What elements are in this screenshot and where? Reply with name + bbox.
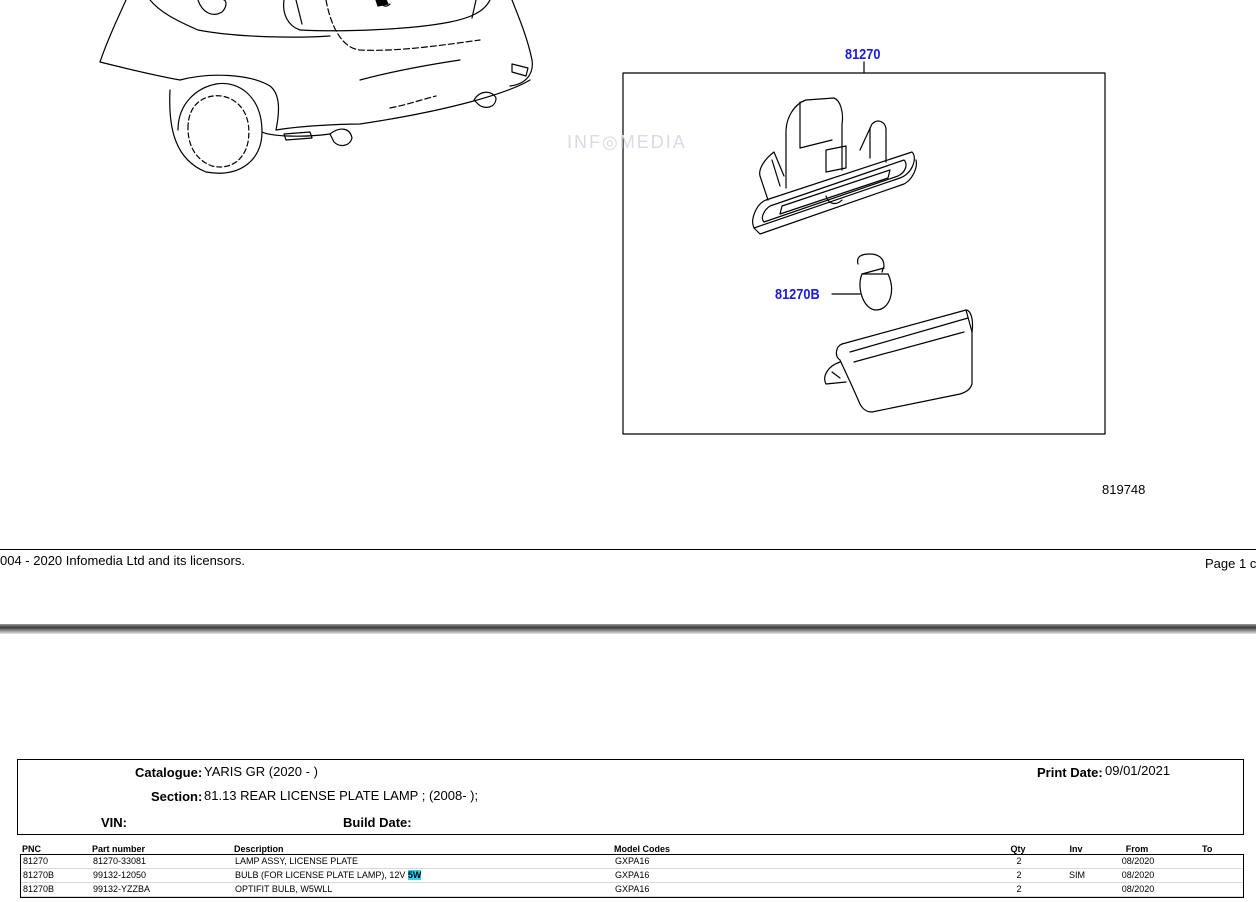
cell-part-number[interactable]: 99132-YZZBA	[93, 884, 151, 894]
print-date-value: 09/01/2021	[1105, 763, 1171, 778]
diagram-number: 819748	[1102, 482, 1146, 497]
section-value: 81.13 REAR LICENSE PLATE LAMP ; (2008- );	[204, 788, 479, 803]
col-qty: Qty	[1010, 844, 1026, 854]
cell-description: OPTIFIT BULB, W5WLL	[235, 884, 333, 894]
parts-table	[20, 843, 1244, 898]
cell-from: 08/2020	[1121, 870, 1155, 880]
cell-description	[235, 869, 421, 881]
lamp-housing-illustration	[753, 98, 917, 234]
cell-pnc: 81270B	[23, 884, 55, 894]
parts-table-body	[20, 855, 1244, 898]
lamp-detail-box	[623, 73, 1105, 434]
col-part-number: Part number	[92, 844, 146, 854]
col-from: From	[1125, 844, 1149, 854]
infomedia-watermark: INF◎MEDIA	[567, 132, 687, 152]
section-label: Section:	[151, 789, 203, 804]
cell-inv: SIM	[1068, 870, 1085, 880]
col-model-codes: Model Codes	[614, 844, 671, 854]
bulb-illustration	[832, 254, 892, 310]
cell-model-codes: GXPA16	[615, 884, 650, 894]
cell-pnc: 81270	[23, 856, 49, 866]
col-description: Description	[234, 844, 284, 854]
page-separator	[0, 624, 1256, 634]
car-rear-illustration	[100, 0, 532, 173]
cell-qty: 2	[1016, 884, 1022, 894]
cell-model-codes: GXPA16	[615, 870, 650, 880]
parts-table-header	[20, 843, 1244, 855]
col-inv: Inv	[1069, 844, 1083, 854]
cell-description: LAMP ASSY, LICENSE PLATE	[235, 856, 359, 866]
catalogue-value: YARIS GR (2020 - )	[204, 764, 318, 779]
col-to: To	[1202, 844, 1213, 854]
lens-illustration	[825, 310, 973, 412]
vin-label: VIN:	[101, 815, 127, 830]
cell-pnc: 81270B	[23, 870, 55, 880]
print-date-label: Print Date:	[1037, 765, 1103, 780]
cell-from: 08/2020	[1121, 856, 1155, 866]
page-number: Page 1 c	[1205, 556, 1256, 571]
search-highlight: 5W	[407, 870, 422, 880]
table-row[interactable]	[21, 869, 1243, 883]
callout-81270b[interactable]: 81270B	[775, 286, 820, 303]
callout-81270[interactable]: 81270	[845, 46, 881, 63]
build-date-label: Build Date:	[343, 815, 412, 830]
copyright-text: 004 - 2020 Infomedia Ltd and its licensors.	[0, 553, 245, 568]
table-row[interactable]	[21, 883, 1243, 897]
footer-divider	[0, 549, 1256, 550]
col-pnc: PNC	[22, 844, 42, 854]
catalogue-label: Catalogue:	[135, 765, 203, 780]
description-text: BULB (FOR LICENSE PLATE LAMP), 12V	[235, 870, 406, 880]
cell-part-number[interactable]: 81270-33081	[93, 856, 147, 866]
cell-model-codes: GXPA16	[615, 856, 650, 866]
cell-from: 08/2020	[1121, 884, 1155, 894]
catalogue-header	[17, 759, 1244, 835]
cell-qty: 2	[1016, 856, 1022, 866]
table-row[interactable]	[21, 855, 1243, 869]
cell-part-number[interactable]: 99132-12050	[93, 870, 147, 880]
cell-qty: 2	[1016, 870, 1022, 880]
